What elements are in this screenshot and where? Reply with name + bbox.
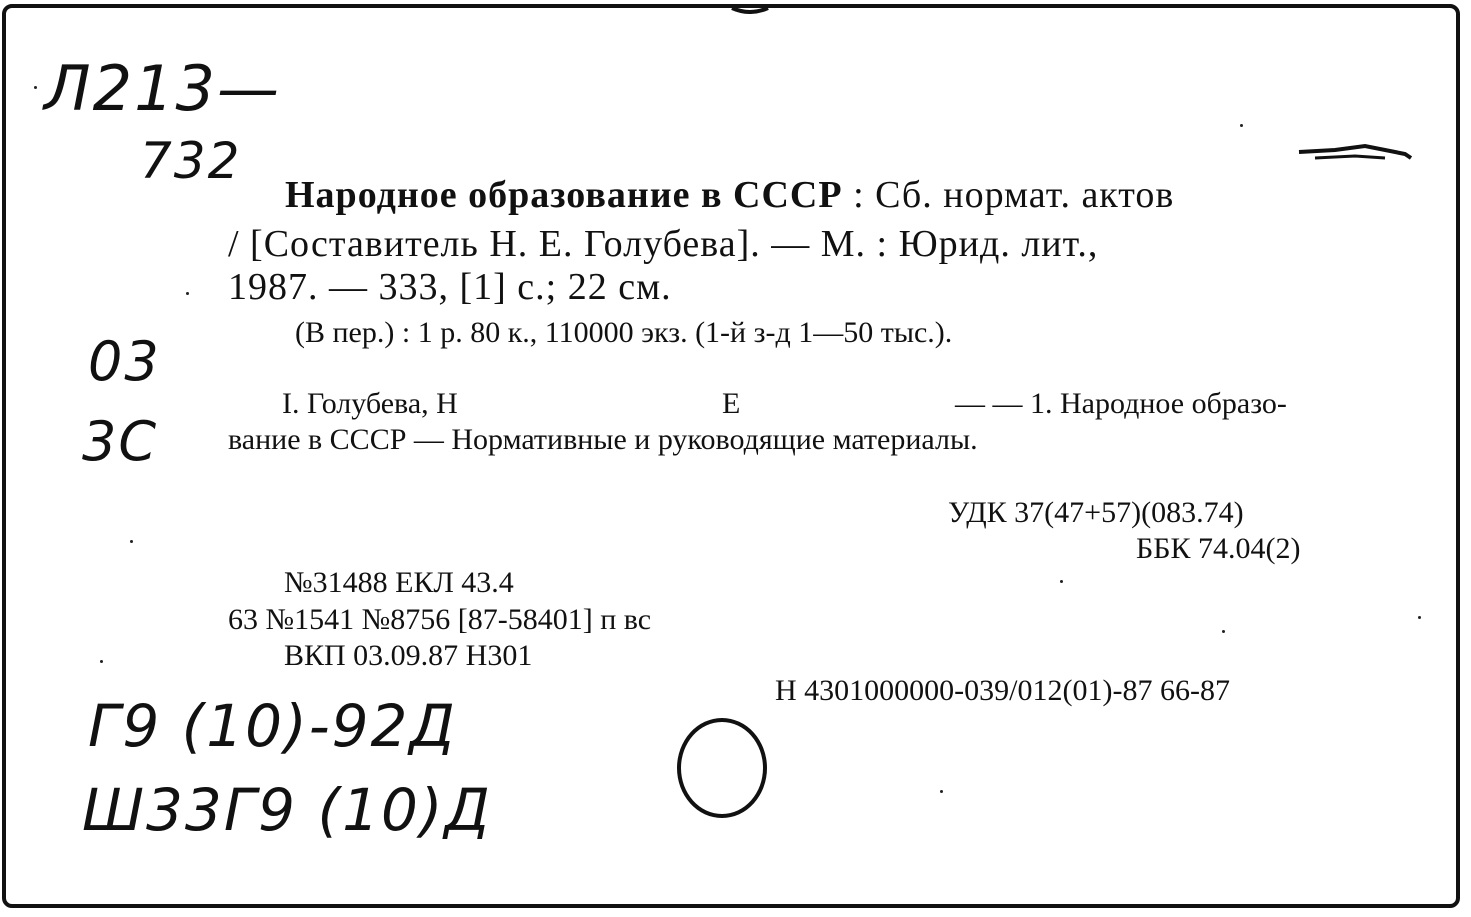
scan-speck xyxy=(1418,616,1421,619)
stamp-smudge xyxy=(1295,140,1415,162)
handwritten-side-mark-b: 3С xyxy=(82,410,159,473)
record-line-1 xyxy=(285,176,1174,214)
scan-speck xyxy=(34,86,37,89)
scan-speck xyxy=(1060,580,1063,583)
tracing-line-2: вание в СССР — Нормативные и руководящие материалы. xyxy=(228,423,978,456)
record-title: Народное образование в СССР xyxy=(285,174,843,216)
reference-line-3: ВКП 03.09.87 Н301 xyxy=(284,639,533,672)
scan-speck xyxy=(1222,630,1225,633)
tracing-part-3: — — 1. Народное образо- xyxy=(955,387,1287,420)
publisher-code-line: Н 4301000000-039/012(01)-87 66-87 xyxy=(775,674,1230,707)
reference-line-2: 63 №1541 №8756 [87-58401] п вс xyxy=(228,603,652,636)
handwritten-footer-1: Г9 (10)-92Д xyxy=(88,692,457,760)
scan-speck xyxy=(186,292,189,295)
record-price-line: (В пер.) : 1 р. 80 к., 110000 экз. (1-й з-д 1—50 тыс.). xyxy=(295,316,953,349)
tracing-part-1: I. Голубева, Н xyxy=(282,387,458,420)
card-notch-mark xyxy=(730,0,770,14)
handwritten-shelf-mark-bottom: 732 xyxy=(140,132,242,190)
udk-classification: УДК 37(47+57)(083.74) xyxy=(948,496,1244,529)
record-line-3: 1987. — 333, [1] с.; 22 см. xyxy=(228,266,672,308)
handwritten-footer-2: Ш33Г9 (10)Д xyxy=(82,776,492,844)
tracing-part-2: Е xyxy=(722,387,741,420)
record-line-2: / [Составитель Н. Е. Голубева]. — М. : Юрид. лит., xyxy=(228,223,1099,265)
scan-speck xyxy=(1240,124,1243,127)
scan-speck xyxy=(940,790,943,793)
handwritten-side-mark-a: 03 xyxy=(88,330,161,393)
record-title-rest: : Сб. нормат. актов xyxy=(853,174,1175,216)
scan-speck xyxy=(130,540,133,543)
reference-line-1: №31488 ЕКЛ 43.4 xyxy=(284,566,514,599)
bbk-classification: ББК 74.04(2) xyxy=(1136,532,1301,565)
card-hole-circle xyxy=(677,718,767,818)
scan-speck xyxy=(100,660,103,663)
handwritten-shelf-mark-top: Л213— xyxy=(44,52,281,125)
